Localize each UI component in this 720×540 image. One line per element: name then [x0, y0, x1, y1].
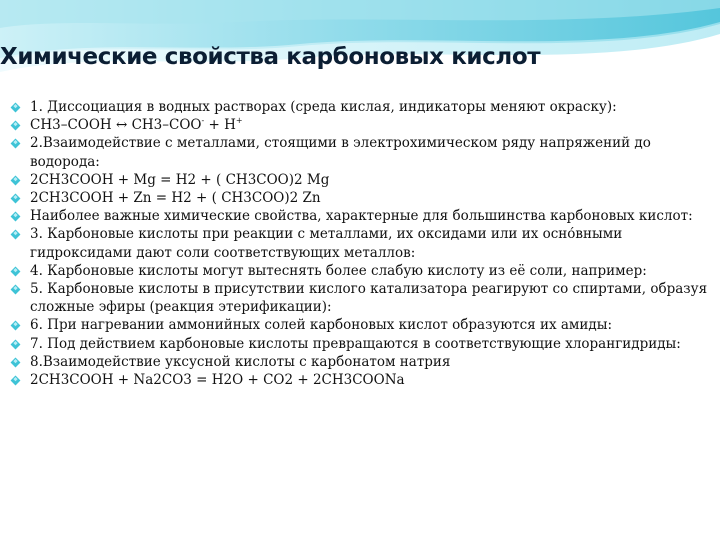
diamond-bullet-icon: [11, 285, 21, 295]
item-text: 1. Диссоциация в водных растворах (среда кислая, индикаторы меняют окраску):: [30, 99, 617, 115]
item-text: 8.Взаимодействие уксусной кислоты с карбонатом натрия: [30, 353, 451, 370]
superscript-text: -: [201, 115, 205, 125]
diamond-bullet-icon: [11, 103, 21, 113]
item-text: + H: [204, 117, 236, 134]
diamond-bullet-icon: [11, 357, 21, 367]
list-item: [12, 116, 712, 134]
list-item: [12, 171, 712, 189]
diamond-bullet-icon: [11, 230, 21, 240]
diamond-bullet-icon: [11, 139, 21, 149]
item-text: 4. Карбоновые кислоты могут вытеснять более слабую кислоту из её соли, например:: [30, 262, 647, 279]
list-item: [12, 316, 712, 334]
slide-title: Химические свойства карбоновых кислот: [0, 44, 541, 70]
bullet-list: [12, 98, 712, 389]
list-item: [12, 335, 712, 353]
list-item: [12, 189, 712, 207]
list-item: [12, 225, 712, 261]
diamond-bullet-icon: [11, 194, 21, 204]
item-text: 3. Карбоновые кислоты при реакции с металлами, их оксидами или их осно́вными гидроксидами дают соли соответствующих металлов:: [30, 226, 623, 261]
diamond-bullet-icon: [11, 175, 21, 185]
superscript-text: +: [235, 115, 243, 125]
diamond-bullet-icon: [11, 339, 21, 349]
diamond-bullet-icon: [11, 121, 21, 131]
item-text: 2CH3COOH + Na2CO3 = H2O + CO2 + 2CH3COONa: [30, 372, 405, 389]
item-text: Наиболее важные химические свойства, характерные для большинства карбоновых кислот:: [30, 208, 693, 225]
item-text: 2CH3COOH + Zn = H2 + ( CH3COO)2 Zn: [30, 190, 321, 207]
list-item: [12, 134, 712, 170]
list-item: [12, 280, 712, 316]
diamond-bullet-icon: [11, 212, 21, 222]
list-item: [12, 371, 712, 389]
list-item: [12, 98, 712, 116]
list-item: [12, 262, 712, 280]
diamond-bullet-icon: [11, 321, 21, 331]
item-text: 6. При нагревании аммонийных солей карбоновых кислот образуются их амиды:: [30, 317, 613, 334]
item-text: 7. Под действием карбоновые кислоты превращаются в соответствующие хлорангидриды:: [30, 335, 681, 352]
list-item: [12, 207, 712, 225]
item-text: 2CH3COOH + Mg = H2 + ( CH3COO)2 Mg: [30, 171, 330, 188]
diamond-bullet-icon: [11, 376, 21, 386]
item-text: 2.Взаимодействие с металлами, стоящими в электрохимическом ряду напряжений до водорода:: [30, 135, 651, 170]
diamond-bullet-icon: [11, 266, 21, 276]
item-text: CH3–COOH ↔ CH3–COO: [30, 117, 202, 134]
item-text: 5. Карбоновые кислоты в присутствии кислого катализатора реагируют со спиртами, образуя сложные эфиры (реакция этерификации):: [30, 281, 708, 316]
list-item: [12, 353, 712, 371]
